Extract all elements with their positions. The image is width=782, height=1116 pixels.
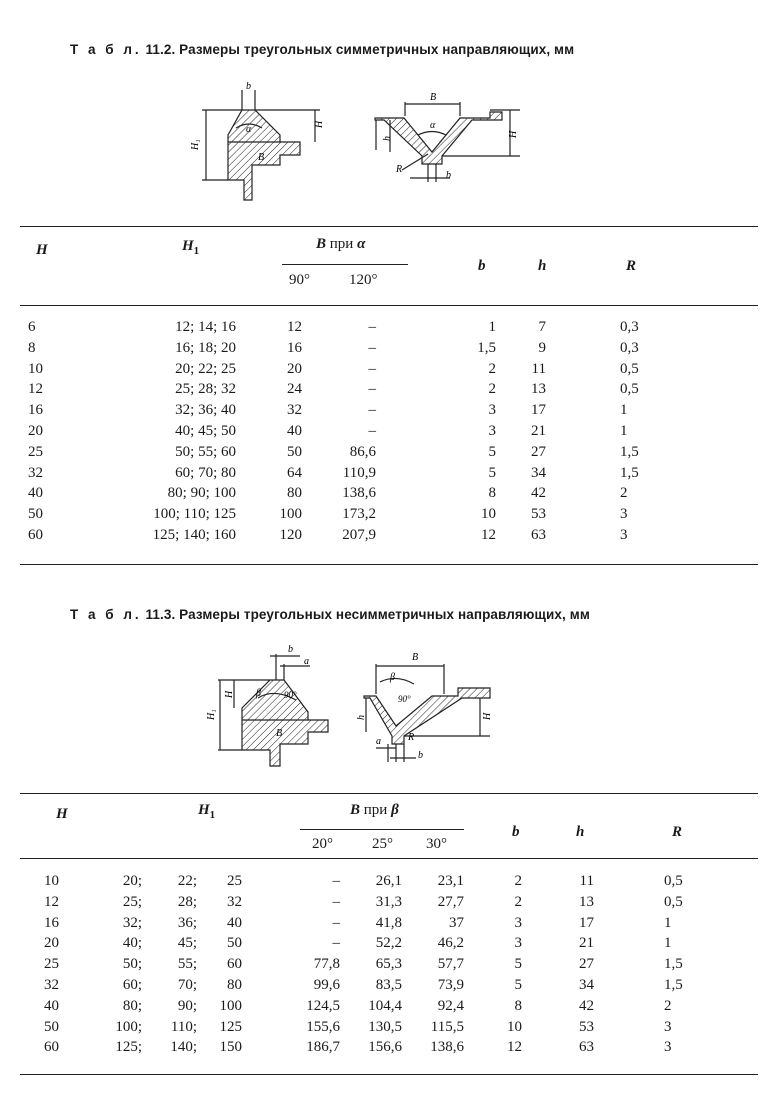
cell-b-small: 2 <box>514 893 522 910</box>
cell-h: 40 <box>28 485 43 502</box>
label-h1: H₁ <box>206 709 217 720</box>
cell-b2: 26,1 <box>375 873 402 889</box>
col-header-h-small: h <box>576 824 585 840</box>
cell-r: 0,5 <box>620 381 639 398</box>
cell-h-small: 17 <box>531 402 546 419</box>
cell-b-small: 1,5 <box>477 339 496 356</box>
cell-h1: 50; 55; 60 <box>175 443 236 460</box>
cell-h-small: 63 <box>531 527 546 543</box>
table-label: Т а б л. <box>70 607 142 622</box>
cell-b-small: 12 <box>481 527 496 543</box>
cell-h1a: 100; <box>115 1018 142 1035</box>
label-alpha-right: α <box>430 120 436 131</box>
cell-r: 0,5 <box>620 360 639 377</box>
cell-h1: 125; 140; 160 <box>152 527 236 543</box>
female-asym-guide-drawing <box>364 664 490 762</box>
label-b-right: b <box>418 750 423 761</box>
table-11-3-bottom-rule <box>20 1074 758 1075</box>
table-label: Т а б л. <box>70 42 142 57</box>
cell-b2: 52,2 <box>375 935 402 952</box>
label-h: H <box>224 690 235 698</box>
cell-h: 50 <box>44 1018 59 1035</box>
label-b-upper: B <box>258 152 265 163</box>
cell-h1c: 25 <box>227 873 242 889</box>
cell-b2: – <box>368 423 376 439</box>
cell-h1c: 50 <box>227 935 242 952</box>
label-b-upper-right: B <box>430 92 437 103</box>
label-h1: H₁ <box>190 139 201 150</box>
cell-b1: – <box>332 873 340 889</box>
cell-b-small: 5 <box>514 956 522 973</box>
label-alpha: α <box>246 124 252 135</box>
cell-b1: 124,5 <box>306 997 340 1014</box>
col-header-r: R <box>626 258 637 274</box>
cell-h1c: 100 <box>219 997 242 1014</box>
table-11-3-top-rule <box>20 793 758 794</box>
cell-r: 1,5 <box>620 443 639 460</box>
cell-h1: 100; 110; 125 <box>153 506 236 523</box>
col-header-h1: $H_1$ <box>198 802 216 821</box>
cell-b-small: 2 <box>488 381 496 398</box>
cell-b1: 32 <box>287 402 302 419</box>
cell-b1: 16 <box>287 339 302 356</box>
cell-h1c: 40 <box>227 914 242 931</box>
table-11-2-bottom-rule <box>20 564 758 565</box>
table-number: 11.2. <box>145 42 176 57</box>
cell-b1: 50 <box>287 443 302 460</box>
col-header-r: R <box>672 824 683 840</box>
cell-b-small: 10 <box>507 1018 522 1035</box>
cell-r: 2 <box>664 997 672 1014</box>
cell-r: 3 <box>664 1018 672 1035</box>
cell-h1: 32; 36; 40 <box>175 402 236 419</box>
label-b-upper: B <box>276 728 283 739</box>
cell-b1: 40 <box>287 423 302 439</box>
cell-b1: 120 <box>279 527 302 543</box>
cell-h1b: 22; <box>177 873 197 889</box>
cell-b2: 104,4 <box>368 997 402 1014</box>
cell-b3: 57,7 <box>437 956 464 973</box>
cell-h-small: 21 <box>579 935 594 952</box>
cell-b2: – <box>368 381 376 398</box>
cell-b2: – <box>368 319 376 335</box>
cell-h-small: 42 <box>531 485 546 502</box>
table-title: Размеры треугольных симметричных направляющих, мм <box>179 42 575 57</box>
cell-r: 2 <box>620 485 628 502</box>
cell-b2: 173,2 <box>342 506 376 523</box>
cell-h1b: 140; <box>170 1039 197 1056</box>
cell-b1: – <box>332 914 340 931</box>
cell-h-small: 34 <box>531 464 546 481</box>
table-11-2-top-rule <box>20 226 758 227</box>
cell-h-small: 53 <box>531 506 546 523</box>
cell-h: 8 <box>28 339 36 356</box>
cell-r: 1 <box>620 402 628 419</box>
cell-b-small: 3 <box>514 914 522 931</box>
cell-h: 60 <box>28 527 43 543</box>
cell-h: 20 <box>28 423 43 439</box>
cell-b1: – <box>332 935 340 952</box>
col-header-b-small: b <box>512 824 520 840</box>
col-header-b-small: b <box>478 258 486 274</box>
cell-b-small: 10 <box>481 506 496 523</box>
cell-h1c: 80 <box>227 977 242 993</box>
cell-h1c: 150 <box>219 1039 242 1056</box>
cell-h-small: 17 <box>579 914 594 931</box>
cell-b3: 37 <box>449 914 464 931</box>
cell-h-small: 21 <box>531 423 546 439</box>
label-b: b <box>288 644 293 655</box>
table-11-2-header-rule <box>20 305 758 306</box>
cell-h-small: 13 <box>531 381 546 398</box>
cell-h: 50 <box>28 506 43 523</box>
cell-b-small: 3 <box>488 423 496 439</box>
cell-h1b: 70; <box>177 977 197 993</box>
cell-h: 12 <box>28 381 43 398</box>
label-h-small: h <box>356 715 367 720</box>
cell-h: 12 <box>44 893 59 910</box>
cell-h1a: 125; <box>115 1039 142 1056</box>
figure-asymmetric-guides <box>200 640 510 770</box>
cell-h1a: 25; <box>122 893 142 910</box>
cell-h: 10 <box>28 360 43 377</box>
cell-h1a: 80; <box>122 997 142 1014</box>
cell-r: 3 <box>664 1039 672 1056</box>
cell-h-small: 11 <box>531 360 546 377</box>
cell-b2: 138,6 <box>342 485 376 502</box>
col-header-h: H <box>36 242 48 258</box>
table-number: 11.3. <box>145 607 176 622</box>
label-90-right: 90° <box>398 694 411 704</box>
label-beta: β <box>256 688 261 699</box>
cell-h-small: 53 <box>579 1018 594 1035</box>
cell-b2: 65,3 <box>375 956 402 973</box>
label-h-right: H <box>482 712 493 720</box>
table-title: Размеры треугольных несимметричных направляющих, мм <box>179 607 590 622</box>
cell-h1: 20; 22; 25 <box>175 360 236 377</box>
cell-r: 1,5 <box>620 464 639 481</box>
cell-h1c: 60 <box>227 956 242 973</box>
cell-b3: 138,6 <box>430 1039 464 1056</box>
label-r: R <box>396 164 403 175</box>
col-header-120: 120° <box>349 272 378 288</box>
cell-h: 25 <box>28 443 43 460</box>
label-b-upper-right: B <box>412 652 419 663</box>
col-header-h1: $H_1$ <box>182 238 200 257</box>
cell-b2: 207,9 <box>342 527 376 543</box>
cell-h-small: 27 <box>579 956 594 973</box>
cell-b1: 64 <box>287 464 302 481</box>
cell-b1: 155,6 <box>306 1018 340 1035</box>
cell-b1: – <box>332 893 340 910</box>
label-90: 90° <box>284 690 297 700</box>
cell-r: 0,5 <box>664 873 683 889</box>
cell-b-small: 5 <box>488 464 496 481</box>
cell-h1b: 45; <box>177 935 197 952</box>
cell-b2: – <box>368 402 376 419</box>
cell-h1: 16; 18; 20 <box>175 339 236 356</box>
cell-b2: 41,8 <box>375 914 402 931</box>
cell-b1: 80 <box>287 485 302 502</box>
b-group-rule <box>282 264 408 265</box>
cell-b2: – <box>368 360 376 377</box>
cell-h: 40 <box>44 997 59 1014</box>
male-asym-guide-drawing <box>218 654 328 766</box>
cell-b1: 99,6 <box>313 977 340 993</box>
col-header-b-group: B при α <box>316 236 366 252</box>
cell-h1b: 28; <box>177 893 197 910</box>
cell-h1: 40; 45; 50 <box>175 423 236 439</box>
cell-b-small: 3 <box>514 935 522 952</box>
cell-h-small: 34 <box>579 977 594 993</box>
cell-h1a: 40; <box>122 935 142 952</box>
label-a: a <box>304 656 309 667</box>
cell-h1c: 125 <box>219 1018 242 1035</box>
cell-h1c: 32 <box>227 893 242 910</box>
cell-h-small: 13 <box>579 893 594 910</box>
cell-h-small: 42 <box>579 997 594 1014</box>
col-header-b-group: B при β <box>350 802 399 818</box>
label-h-small: h <box>382 136 393 141</box>
cell-b3: 73,9 <box>437 977 464 993</box>
cell-b-small: 3 <box>488 402 496 419</box>
label-b: b <box>246 81 251 92</box>
cell-b2: 83,5 <box>375 977 402 993</box>
figure-symmetric-guides <box>180 80 540 210</box>
cell-b-small: 2 <box>514 873 522 889</box>
cell-h-small: 9 <box>538 339 546 356</box>
cell-b2: 130,5 <box>368 1018 402 1035</box>
cell-r: 0,5 <box>664 893 683 910</box>
cell-h1: 60; 70; 80 <box>175 464 236 481</box>
label-r: R <box>408 732 415 743</box>
cell-b2: 156,6 <box>368 1039 402 1056</box>
cell-b-small: 1 <box>488 319 496 335</box>
label-a-right: a <box>376 736 381 747</box>
cell-h1a: 60; <box>122 977 142 993</box>
cell-h-small: 11 <box>579 873 594 889</box>
cell-b-small: 5 <box>514 977 522 993</box>
cell-b-small: 5 <box>488 443 496 460</box>
cell-b1: 100 <box>279 506 302 523</box>
label-h: H <box>314 120 325 128</box>
cell-b3: 27,7 <box>437 893 464 910</box>
cell-h-small: 27 <box>531 443 546 460</box>
cell-h: 16 <box>28 402 43 419</box>
cell-h: 60 <box>44 1039 59 1056</box>
cell-h1: 80; 90; 100 <box>167 485 236 502</box>
cell-r: 3 <box>620 527 628 543</box>
cell-b2: 86,6 <box>349 443 376 460</box>
cell-h: 32 <box>44 977 59 993</box>
label-b-right: b <box>446 170 451 181</box>
cell-r: 1 <box>664 914 672 931</box>
cell-b1: 12 <box>287 319 302 335</box>
cell-h-small: 63 <box>579 1039 594 1056</box>
cell-b3: 23,1 <box>437 873 464 889</box>
cell-h1b: 90; <box>177 997 197 1014</box>
cell-h: 10 <box>44 873 59 889</box>
cell-r: 1 <box>664 935 672 952</box>
cell-r: 1,5 <box>664 956 683 973</box>
cell-r: 3 <box>620 506 628 523</box>
cell-h: 6 <box>28 319 36 335</box>
cell-b-small: 2 <box>488 360 496 377</box>
col-header-30: 30° <box>426 836 447 852</box>
cell-b-small: 12 <box>507 1039 522 1056</box>
label-beta-right: β <box>390 672 395 683</box>
table-11-2-caption <box>70 42 574 57</box>
label-h-right: H <box>508 130 519 138</box>
table-11-3-header-rule <box>20 858 758 859</box>
cell-b1: 77,8 <box>313 956 340 973</box>
cell-h1a: 32; <box>122 914 142 931</box>
col-header-20: 20° <box>312 836 333 852</box>
cell-h: 20 <box>44 935 59 952</box>
cell-h1: 25; 28; 32 <box>175 381 236 398</box>
cell-h1a: 50; <box>122 956 142 973</box>
cell-b2: 31,3 <box>375 893 402 910</box>
cell-r: 1 <box>620 423 628 439</box>
cell-b3: 115,5 <box>430 1018 464 1035</box>
cell-r: 1,5 <box>664 977 683 993</box>
cell-h: 16 <box>44 914 59 931</box>
col-header-25: 25° <box>372 836 393 852</box>
cell-b1: 186,7 <box>306 1039 340 1056</box>
cell-r: 0,3 <box>620 319 639 335</box>
cell-b-small: 8 <box>488 485 496 502</box>
cell-h: 25 <box>44 956 59 973</box>
cell-h1b: 36; <box>177 914 197 931</box>
male-guide-drawing <box>202 90 320 200</box>
cell-b1: 20 <box>287 360 302 377</box>
cell-b3: 92,4 <box>437 997 464 1014</box>
table-11-3-caption <box>70 607 590 622</box>
cell-b-small: 8 <box>514 997 522 1014</box>
cell-b1: 24 <box>287 381 302 398</box>
cell-h-small: 7 <box>538 319 546 335</box>
cell-b2: 110,9 <box>342 464 376 481</box>
col-header-h: H <box>56 806 68 822</box>
col-header-h-small: h <box>538 258 547 274</box>
cell-h1b: 110; <box>170 1018 197 1035</box>
cell-b3: 46,2 <box>437 935 464 952</box>
cell-h1b: 55; <box>177 956 197 973</box>
cell-h: 32 <box>28 464 43 481</box>
col-header-90: 90° <box>289 272 310 288</box>
b-group-rule <box>300 829 464 830</box>
cell-h1: 12; 14; 16 <box>175 319 236 335</box>
cell-h1a: 20; <box>122 873 142 889</box>
cell-r: 0,3 <box>620 339 639 356</box>
cell-b2: – <box>368 339 376 356</box>
